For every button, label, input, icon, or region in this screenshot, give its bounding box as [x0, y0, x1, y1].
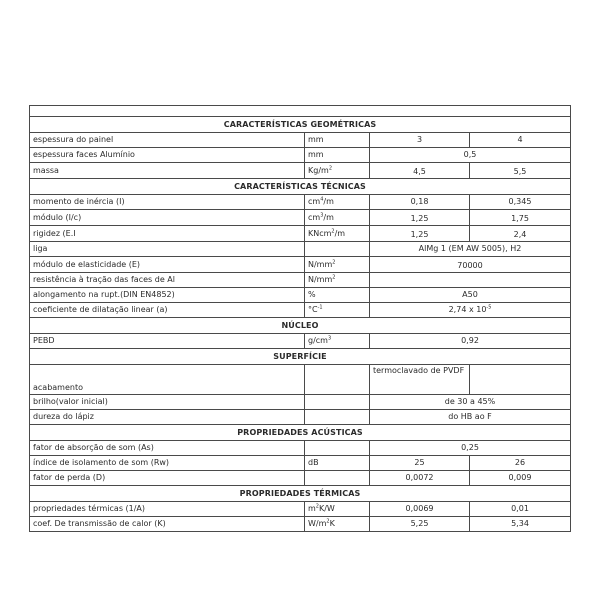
- row-acabamento: acabamento termoclavado de PVDF: [30, 365, 571, 395]
- row-resistencia-tracao: resistência à tração das faces de Al $N/mm^2$: [30, 273, 571, 288]
- row-espessura-faces: espessura faces Alumínio mm 0,5: [30, 148, 571, 163]
- row-momento-inercia: momento de inércia (I) $cm^4/m$ 0,18 0,345: [30, 195, 571, 210]
- row-modulo-elasticidade: módulo de elasticidade (E) $N/mm^2$ 70000: [30, 257, 571, 273]
- row-brilho: brilho(valor inicial) de 30 a 45%: [30, 395, 571, 410]
- section-header-geometricas: CARACTERÍSTICAS GEOMÉTRICAS: [30, 117, 571, 133]
- section-header-acusticas: PROPRIEDADES ACÚSTICAS: [30, 425, 571, 441]
- row-liga: liga AlMg 1 (EM AW 5005), H2: [30, 242, 571, 257]
- row-modulo: módulo (I/c) $cm^3/m$ 1,25 1,75: [30, 210, 571, 226]
- section-header-nucleo: NÚCLEO: [30, 318, 571, 334]
- row-dilatacao-linear: coeficiente de dilatação linear (a) $^\circ C^{-1}$ 2,74 x $10^{-5}$: [30, 303, 571, 318]
- section-header-superficie: SUPERFÍCIE: [30, 349, 571, 365]
- row-alongamento: alongamento na rupt.(DIN EN4852) % A50: [30, 288, 571, 303]
- row-propriedades-termicas: propriedades térmicas (1/A) $m^2K/W$ 0,0069 0,01: [30, 502, 571, 517]
- specs-table: [29, 105, 571, 532]
- row-pebd: PEBD $g/cm^3$ 0,92: [30, 334, 571, 349]
- section-header-termicas: PROPRIEDADES TÉRMICAS: [30, 486, 571, 502]
- technical-specs-sheet: [29, 105, 570, 532]
- row-rigidez: rigidez (E.I KNcm$^2$/m 1,25 2,4: [30, 226, 571, 242]
- row-espessura-painel: espessura do painel mm 3 4: [30, 133, 571, 148]
- section-header-tecnicas: CARACTERÍSTICAS TÉCNICAS: [30, 179, 571, 195]
- row-transmissao-calor: coef. De transmissão de calor (K) $W/m^2K$ 5,25 5,34: [30, 517, 571, 532]
- row-fator-perda: fator de perda (D) 0,0072 0,009: [30, 471, 571, 486]
- row-massa: massa $Kg/m^2$ 4,5 5,5: [30, 163, 571, 179]
- row-isolamento-som: índice de isolamento de som (Rw) dB 25 26: [30, 456, 571, 471]
- row-dureza: dureza do lápiz do HB ao F: [30, 410, 571, 425]
- spacer-row: [30, 106, 571, 117]
- row-absorcao-som: fator de absorção de som (As) 0,25: [30, 441, 571, 456]
